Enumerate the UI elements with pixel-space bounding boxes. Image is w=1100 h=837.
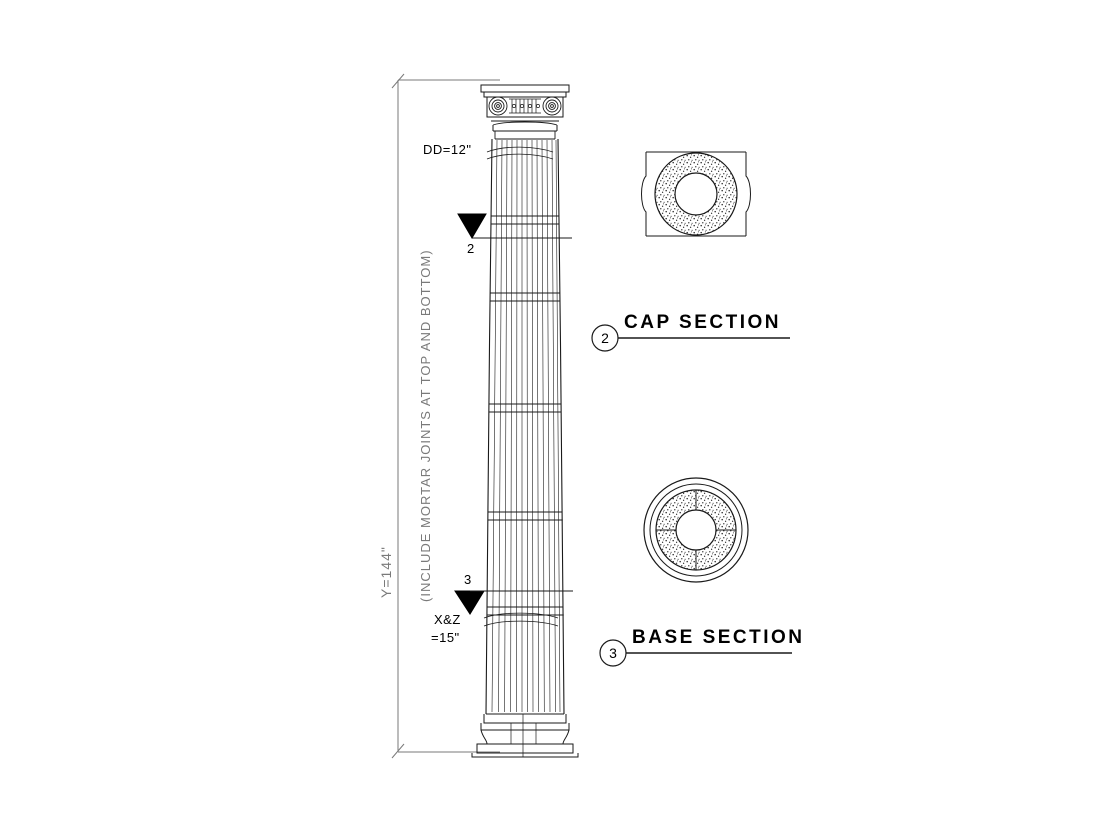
cap-section-title: CAP SECTION	[624, 312, 782, 333]
ionic-capital	[481, 85, 569, 139]
xz-leader-arc-2	[484, 621, 558, 626]
column-base	[472, 714, 578, 757]
shaft-left-edge	[486, 139, 492, 714]
section-marker-base[interactable]	[455, 591, 573, 614]
cap-section-inner-circle	[675, 173, 717, 215]
base-callout-bubble-number: 3	[609, 645, 617, 661]
dimension-line-group	[392, 74, 500, 758]
base-size-label-line1: X&Z	[434, 612, 461, 627]
section-marker-cap[interactable]	[458, 214, 572, 238]
column-elevation	[472, 85, 578, 757]
base-section-core	[676, 510, 716, 550]
section-marker-base-number: 3	[464, 572, 472, 587]
mortar-joint-note: (INCLUDE MORTAR JOINTS AT TOP AND BOTTOM)	[418, 249, 433, 602]
base-section-detail	[644, 478, 748, 582]
top-diameter-label: DD=12"	[423, 142, 472, 157]
section-marker-cap-number: 2	[467, 241, 475, 256]
shaft-joints	[487, 216, 564, 615]
xz-leader-arc	[484, 613, 558, 618]
cap-callout-bubble-number: 2	[601, 330, 609, 346]
shaft-flutes	[492, 140, 560, 712]
overall-height-dimension: Y=144"	[378, 546, 394, 598]
base-section-title: BASE SECTION	[632, 627, 805, 648]
cap-section-detail	[642, 152, 751, 236]
shaft-right-edge	[558, 139, 564, 714]
base-size-label-line2: =15"	[431, 630, 460, 645]
